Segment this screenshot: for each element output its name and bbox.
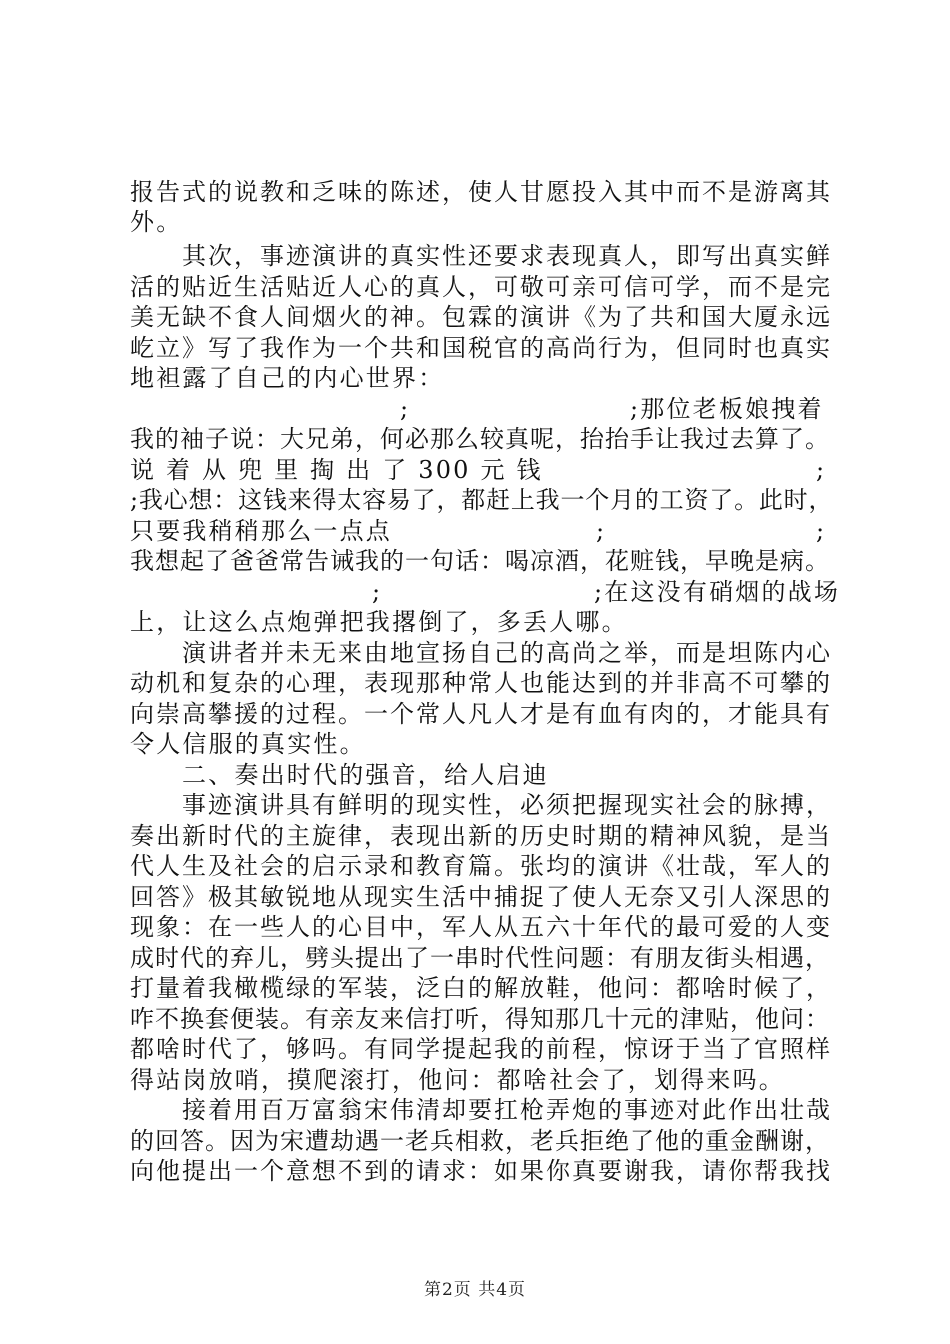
text-line: 向崇高攀援的过程。一个常人凡人才是有血有肉的，才能具有	[130, 700, 832, 728]
text-line: 报告式的说教和乏味的陈述，使人甘愿投入其中而不是游离其	[130, 178, 832, 206]
text-fragment: ;	[400, 395, 411, 423]
text-line: 我想起了爸爸常告诫我的一句话：喝凉酒，花赃钱，早晚是病。	[130, 547, 830, 575]
text-fragment: ;	[816, 517, 827, 545]
text-line: 说 着 从 兜 里 掏 出 了 300 元 钱	[130, 456, 543, 484]
text-line: 得站岗放哨，摸爬滚打，他问：都啥社会了，划得来吗。	[130, 1066, 785, 1094]
text-line: 的回答。因为宋遭劫遇一老兵相救，老兵拒绝了他的重金酬谢，	[130, 1127, 830, 1155]
text-fragment: ;	[596, 517, 607, 545]
text-line: 令人信服的真实性。	[130, 730, 366, 758]
text-line: 上，让这么点炮弹把我撂倒了，多丢人哪。	[130, 608, 628, 636]
text-line: 向他提出一个意想不到的请求：如果你真要谢我，请你帮我找	[130, 1157, 832, 1185]
text-fragment: ;	[816, 456, 827, 484]
text-line: 代人生及社会的启示录和教育篇。张均的演讲《壮哉，军人的	[130, 852, 832, 880]
section-heading: 二、奏出时代的强音，给人启迪	[182, 761, 549, 789]
text-line: 成时代的弃儿，劈头提出了一串时代性问题：有朋友街头相遇，	[130, 944, 830, 972]
text-line: 接着用百万富翁宋伟清却要扛枪弄炮的事迹对此作出壮哉	[182, 1096, 832, 1124]
text-line: 打量着我橄榄绿的军装，泛白的解放鞋，他问：都啥时候了，	[130, 974, 832, 1002]
text-line: 回答》极其敏锐地从现实生活中捕捉了使人无奈又引人深思的	[130, 883, 832, 911]
page-footer: 第2页 共4页	[423, 1280, 527, 1300]
text-line: 只要我稍稍那么一点点	[130, 517, 392, 545]
text-line: 外。	[130, 208, 183, 236]
text-line: 我的袖子说：大兄弟，何必那么较真呢，抬抬手让我过去算了。	[130, 425, 830, 453]
text-line: 现象：在一些人的心目中，军人从五六十年代的最可爱的人变	[130, 913, 832, 941]
text-line: 事迹演讲具有鲜明的现实性，必须把握现实社会的脉搏，	[182, 791, 832, 819]
text-line: 都啥时代了，够吗。有同学提起我的前程，惊讶于当了官照样	[130, 1035, 832, 1063]
text-line: 地袒露了自己的内心世界：	[130, 364, 445, 392]
text-line: 动机和复杂的心理，表现那种常人也能达到的并非高不可攀的	[130, 669, 832, 697]
text-line: 活的贴近生活贴近人心的真人，可敬可亲可信可学，而不是完	[130, 273, 832, 301]
text-line: ;我心想：这钱来得太容易了，都赶上我一个月的工资了。此时，	[130, 486, 834, 514]
text-line: 咋不换套便装。有亲友来信打听，得知那几十元的津贴，他问：	[130, 1005, 830, 1033]
text-fragment: ;	[372, 578, 383, 606]
text-line: 其次，事迹演讲的真实性还要求表现真人，即写出真实鲜	[182, 242, 832, 270]
text-fragment: ;在这没有硝烟的战场	[594, 578, 841, 606]
text-fragment: ;那位老板娘拽着	[630, 395, 824, 423]
text-line: 美无缺不食人间烟火的神。包霖的演讲《为了共和国大厦永远	[130, 303, 832, 331]
text-line: 演讲者并未无来由地宣扬自己的高尚之举，而是坦陈内心	[182, 639, 832, 667]
text-line: 屹立》写了我作为一个共和国税官的高尚行为，但同时也真实	[130, 334, 832, 362]
text-line: 奏出新时代的主旋律，表现出新的历史时期的精神风貌，是当	[130, 822, 832, 850]
